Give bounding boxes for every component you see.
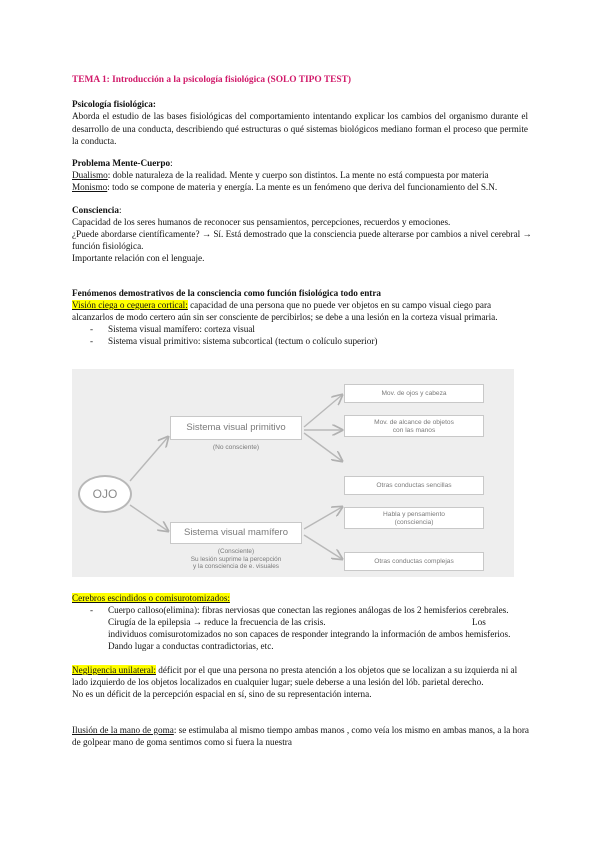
vision-ciega-line-2: alcanzarlos de modo certero aún sin ser consciente de percibirlos; se debe a una lesión en la corteza visual primaria. [72,312,498,322]
arrow-primitivo-out1 [304,395,342,427]
output-habla-1: Habla y pensamiento [383,511,445,518]
bullet-dash: - [90,336,94,346]
monismo-term: Monismo [72,182,108,192]
negligencia-line-2: lado izquierdo de los objetos localizados en cualquier lugar; suele deberse a una lesión del lób. parietal derecho. [72,677,484,687]
cerebros-line-2b: Los [472,617,486,627]
output-mov-alcance [344,415,484,437]
bullet-dash: - [90,605,94,615]
bullet-item [90,335,378,348]
output-conductas-sencillas: Otras conductas sencillas [344,476,484,495]
document-title: TEMA 1: Introducción a la psicología fisiológica (SOLO TIPO TEST) [72,75,351,85]
psicologia-body: Aborda el estudio de las bases fisiológicas del comportamiento intentando explicar los cambios del organismo durante el desarrollo de una conducta, describiendo qué estructuras o qué sistemas biológicos mediano forman el proceso que permite la conducta. [72,111,528,146]
ilusion-term: Ilusión de la mano de goma [72,725,174,735]
cerebros-line-1: Cuerpo calloso(elimina): fibras nerviosas que conectan las regiones análogas de los 2 hemisferios cerebrales. [108,605,509,615]
consciencia-line-1: Capacidad de los seres humanos de reconocer sus pensamientos, percepciones, recuerdos y emociones. [72,217,451,227]
ilusion-line-1 [72,724,529,737]
bullet-item [90,323,255,336]
output-mov-alcance-2: con las manos [392,427,436,434]
cerebros-line-4: Dando lugar a conductas contradictorias, etc. [108,641,274,651]
ojo-node: OJO [78,475,132,513]
negligencia-line-1 [72,664,517,677]
bullet-text: Sistema visual mamífero: corteza visual [108,324,255,334]
output-habla [344,507,484,529]
consciencia-line-4: Importante relación con el lenguaje. [72,253,205,263]
output-mov-alcance-1: Mov. de alcance de objetos [374,419,454,426]
mamifero-sub-2: Su lesión suprime la percepción [190,555,282,563]
arrow-primitivo-out3 [304,433,342,461]
mamifero-sub-1: (Consciente) [217,548,255,555]
mamifero-node: Sistema visual mamífero [170,522,302,544]
mamifero-sub [170,548,302,571]
ilusion-text-1: : se estimulaba al mismo tiempo ambas manos , como veía los mismo en ambas manos, a la hora [173,725,529,735]
consciencia-colon: : [118,205,122,215]
consciencia-heading: Consciencia [72,205,119,215]
cerebros-heading: Cerebros escindidos o comisurotomizados: [72,593,230,603]
arrow-mamifero-out4 [304,507,342,529]
primitivo-node: Sistema visual primitivo [170,416,302,440]
output-conductas-complejas: Otras conductas complejas [344,552,484,571]
primitivo-sub: (No consciente) [212,444,260,451]
vision-ciega-line-1 [72,299,491,312]
bullet-dash: - [90,324,94,334]
consciencia-heading-line [72,204,122,217]
vision-ciega-text-1: capacidad de una persona que no puede ver objetos en su campo visual ciego para [187,300,492,310]
negligencia-text-1: déficit por el que una persona no presta atención a los objetos que se localizan a su izquierda ni al [155,665,518,675]
arrow-ojo-primitivo [130,437,168,481]
problema-colon: : [170,158,173,168]
cerebros-line-3: individuos comisurotomizados no son capaces de responder integrando la información de ambos hemisferios. [108,629,511,639]
monismo-line [72,181,497,194]
cerebros-heading-line [72,592,230,605]
ilusion-line-2: de golpear mano de goma sentimos como si fuera la nuestra [72,737,292,747]
dualismo-line [72,169,489,182]
bullet-text: Sistema visual primitivo: sistema subcortical (tectum o colículo superior) [108,336,378,346]
dualismo-text: : doble naturaleza de la realidad. Mente y cuerpo son distintos. La mente no está compuesta por materia [107,170,489,180]
psicologia-heading: Psicología fisiológica: [72,99,156,109]
cerebros-line-2a: Cirugía de la epilepsia → reduce la frecuencia de las crisis. [108,617,326,627]
monismo-text: : todo se compone de materia y energía. La mente es un fenómeno que deriva del funcionamiento del S.N. [107,182,498,192]
mamifero-sub-3: y la consciencia de e. visuales [193,563,279,570]
fenomenos-heading: Fenómenos demostrativos de la consciencia como función fisiológica todo entra [72,288,382,298]
arrow-ojo-mamifero [130,505,168,531]
consciencia-line-3: función fisiológica. [72,241,144,251]
arrow-mamifero-out5 [304,535,342,559]
output-habla-2: (consciencia) [394,519,434,526]
consciencia-line-2: ¿Puede abordarse científicamente? → Sí. Está demostrado que la consciencia puede alterarse por cambios a nivel cerebral → [72,229,532,239]
problema-heading-line [72,157,173,170]
output-mov-ojos: Mov. de ojos y cabeza [344,384,484,403]
vision-ciega-term: Visión ciega o ceguera cortical: [72,300,188,310]
negligencia-line-3: No es un déficit de la percepción espacial en sí, sino de su representación interna. [72,689,372,699]
negligencia-term: Negligencia unilateral: [72,665,156,675]
cerebros-bullet [90,604,509,617]
dualismo-term: Dualismo [72,170,108,180]
problema-heading: Problema Mente-Cuerpo [72,158,171,168]
esquema-diagram [72,369,514,577]
